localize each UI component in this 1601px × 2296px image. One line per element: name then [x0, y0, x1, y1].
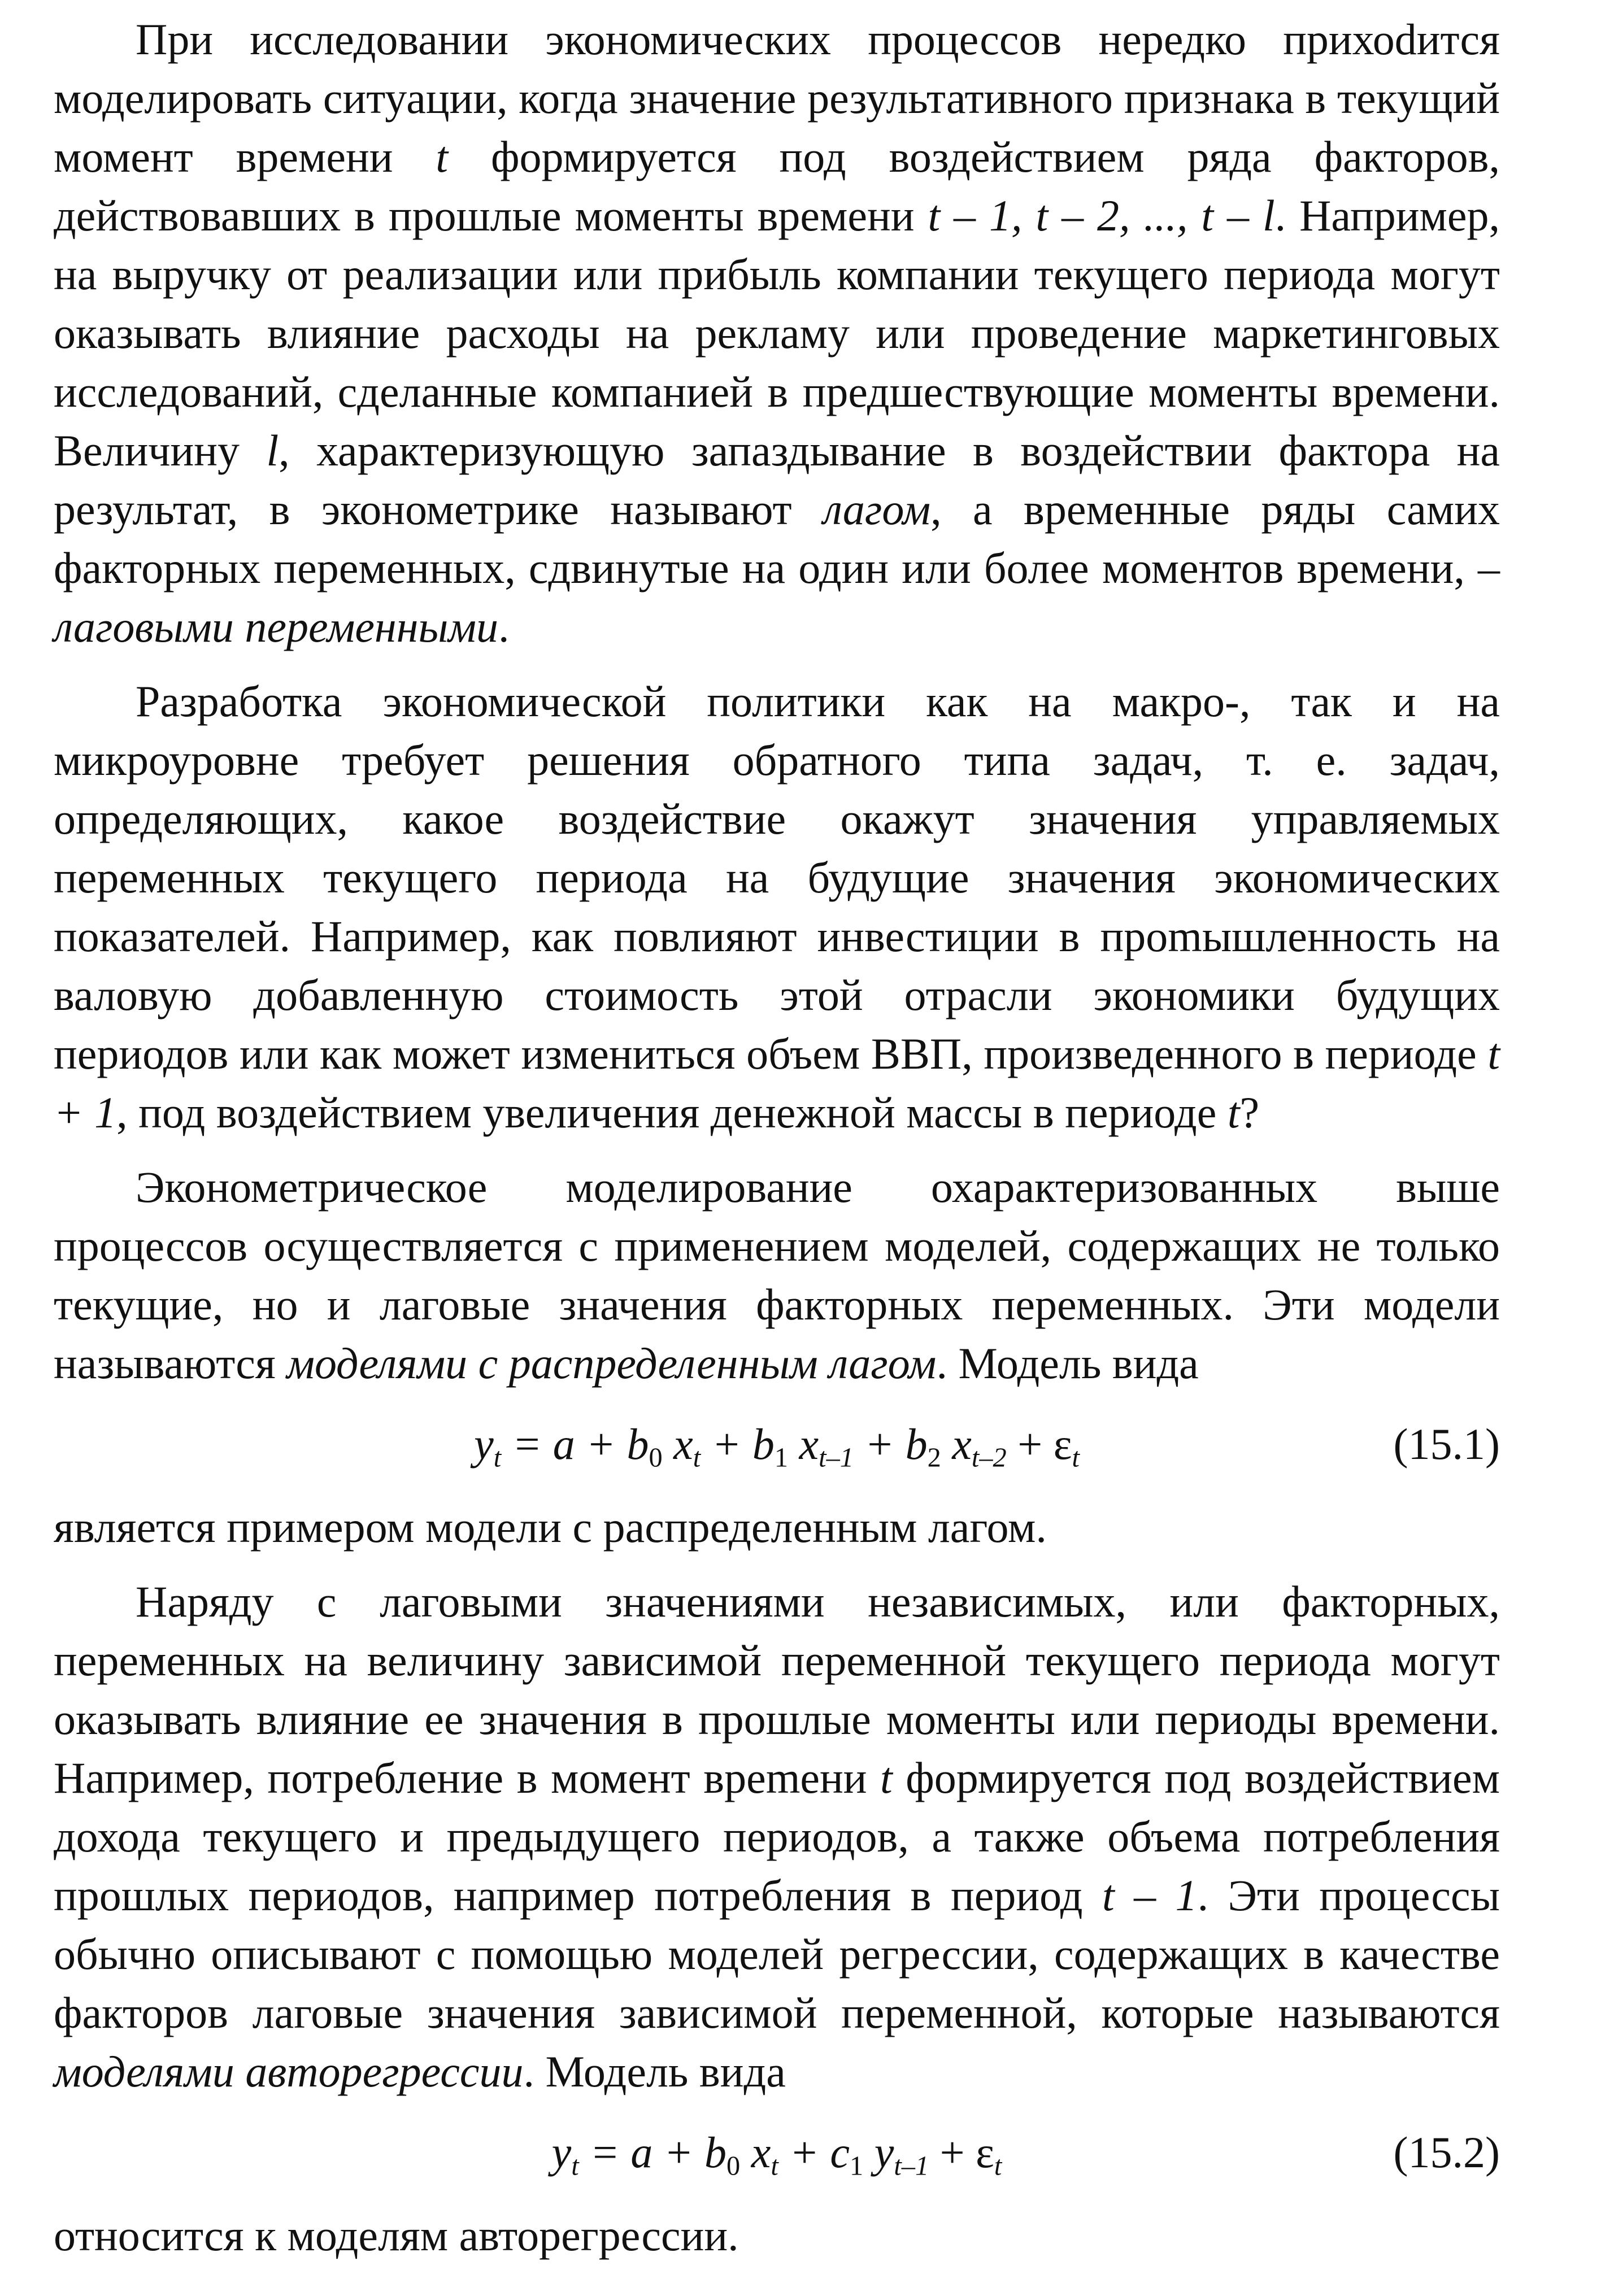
math-variable: t: [436, 132, 449, 181]
text-segment: . Эти процессы обычно описывают с помощью моделей регрессии, содержащих в качестве факторов лаговые значения зависимой переменной, которые называются: [54, 1871, 1500, 2037]
page-body: [54, 10, 1500, 2265]
text-segment: формируется под воздействием дохода текущего и предыдущего периодов, а также объема потребления прошлых периодов, например потребления в период: [54, 1753, 1500, 1920]
term-lag-variables: лаговыми переменными: [54, 602, 499, 651]
formula-expression: $y_t = a + b_0$ $x_t + b_1$ $x_{t-1} + b_2$ $x_{t-2} + \varepsilon_t$: [474, 1419, 1080, 1473]
text-segment: . Модель вида: [523, 2047, 786, 2096]
paragraph-5: [54, 1572, 1500, 2101]
math-expression: t + 1: [54, 1029, 1500, 1137]
text-segment: относится к моделям авторегрессии.: [54, 2211, 739, 2260]
formula-15-2: [54, 2116, 1500, 2189]
term-distributed-lag-models: моделями с распределенным лагом: [286, 1339, 937, 1388]
text-segment: . Например, на выручку от реализации или прибыль компании текущего периода могут оказывать влияние расходы на рекламу или проведение маркетинговых исследований, сделанные компанией в предшествующие моменты времени. Величину: [54, 191, 1500, 475]
paragraph-2: [54, 672, 1500, 1142]
text-segment: Эконометрическое моделирование охарактеризованных выше процессов осуществляется с применением моделей, содержащих не только текущие, но и лаговые значения факторных переменных. Эти модели называются: [54, 1162, 1500, 1388]
text-segment: формируется под воздействием ряда факторов, действовавших в прошлые моменты времени: [54, 132, 1500, 240]
paragraph-1: [54, 10, 1500, 656]
term-autoregression-models: моделями авторегрессии: [54, 2047, 524, 2096]
formula-number: (15.1): [1393, 1419, 1500, 1469]
formula-expression: $y_t = a + b_0$ $x_t + c_1$ $y_{t-1} + \varepsilon_t$: [551, 2128, 1002, 2181]
math-lags: t – 1, t – 2, ..., t – l: [928, 191, 1275, 240]
text-segment: является примером модели с распределенным лагом.: [54, 1502, 1047, 1552]
text-segment: Наряду с лаговыми значениями независимых, или факторных, переменных на величину зависимой переменной текущего периода могут оказывать влияние ее значения в прошлые моменты или периоды времени. Например, потребление в момент вреmени: [54, 1577, 1500, 1802]
math-variable: l: [266, 426, 279, 475]
text-segment: , характеризующую запаздывание в воздействии фактора на результат, в эконометрике называют: [54, 426, 1500, 534]
paragraph-3: [54, 1158, 1500, 1393]
math-variable: t: [880, 1753, 893, 1802]
text-segment: При исследовании экономических процессов нередко прихоdится моделировать ситуации, когда значение результативного признака в текущий момент времени: [54, 15, 1500, 181]
text-segment: , под воздействием увеличения денежной массы в периоде: [116, 1088, 1228, 1137]
term-lag: лагом: [823, 485, 931, 534]
text-segment: , а временные ряды самих факторных переменных, сдвинутые на один или более моментов времени, –: [54, 485, 1500, 592]
text-segment: .: [498, 602, 510, 651]
math-expression: t – 1: [1102, 1871, 1198, 1920]
text-segment: . Модель вида: [936, 1339, 1199, 1388]
math-variable: t: [1227, 1088, 1240, 1137]
paragraph-6: [54, 2206, 1500, 2265]
text-segment: ?: [1239, 1088, 1260, 1137]
formula-number: (15.2): [1393, 2128, 1500, 2177]
paragraph-4: [54, 1498, 1500, 1557]
text-segment: Разработка экономической политики как на макро-, так и на микроуровне требует решения обратного типа задач, т. е. задач, определяющих, какое воздействие окажут значения управляемых переменных текущего периода на будущие значения экономических показателей. Например, как повлияют инвестиции в проmышленность на валовую добавленную стоимость этой отрасли экономики будущих периодов или как может измениться объем ВВП, произведенного в периоде: [54, 677, 1500, 1078]
formula-15-1: [54, 1408, 1500, 1481]
